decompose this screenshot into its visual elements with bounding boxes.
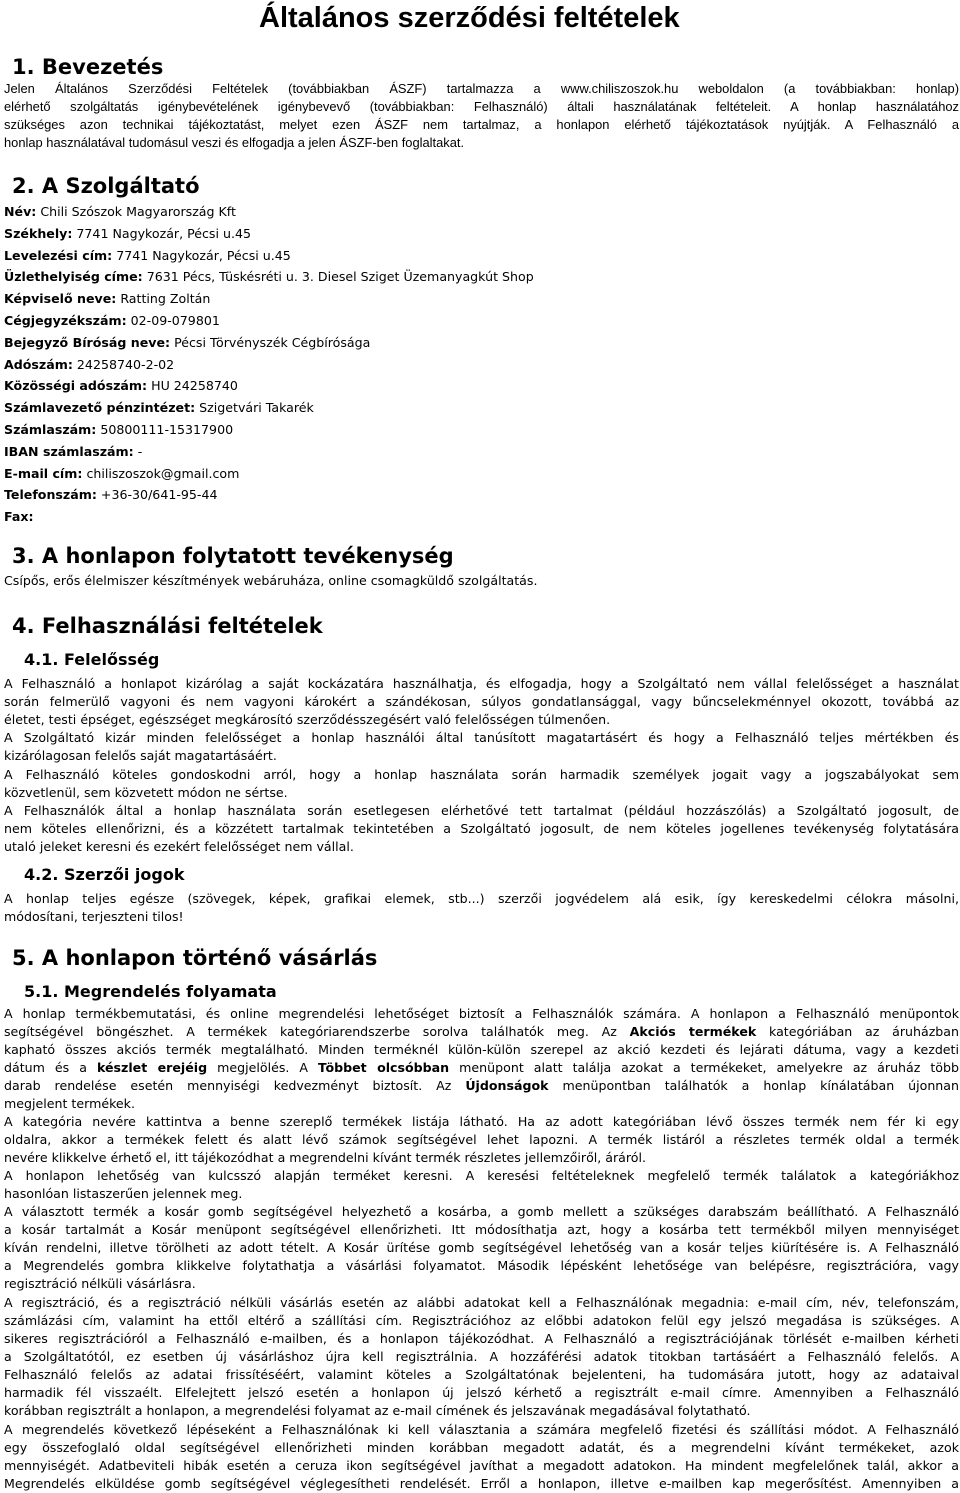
info-row-name — [4, 201, 534, 223]
info-label: Képviselő neve: — [4, 291, 117, 307]
paragraph-line: A Felhasználók által a honlap használata során esetlegesen elérhetővé tett tartalmat (például hozzászólás) a Szolgáltató jogosult, de — [4, 803, 959, 818]
paragraph-line: regisztráció nélküli vásárlásra. — [4, 1276, 196, 1291]
paragraph-line: során felmerülő vagyoni és nem vagyoni károkért a szándékosan, súlyos gondatlansággal, vagy bűncselekménnyel okozott, továbbá az — [4, 694, 959, 709]
section-5-1-paragraph-3 — [4, 1167, 959, 1203]
subsection-4-1-heading: 4.1. Felelősség — [24, 650, 160, 669]
paragraph-line: közvetlenül, sem közvetett módon ne sértse. — [4, 785, 288, 800]
text-run: segítségével böngészhet. A termékek kategóriarendszerbe sorolva találhatók meg. Az — [4, 1024, 630, 1039]
paragraph-line: hasonlóan listaszerűen jelennek meg. — [4, 1186, 243, 1201]
section-5-1-paragraph-6 — [4, 1421, 959, 1493]
info-value: 7741 Nagykozár, Pécsi u.45 — [76, 225, 251, 241]
info-label: Fax: — [4, 509, 34, 525]
info-label: IBAN számlaszám: — [4, 443, 134, 459]
section-3-paragraph — [4, 572, 959, 590]
section-3-heading: 3. A honlapon folytatott tevékenység — [12, 544, 454, 568]
section-4-1-paragraph-4 — [4, 802, 959, 856]
info-label: Bejegyző Bíróság neve: — [4, 334, 171, 350]
paragraph-line: megjelent termékek. — [4, 1096, 135, 1111]
text-run: kategóriában az áruházban — [756, 1024, 960, 1039]
subsection-4-2-heading: 4.2. Szerzői jogok — [24, 865, 185, 884]
section-4-1-paragraph-3 — [4, 766, 959, 802]
info-value: Ratting Zoltán — [120, 291, 211, 307]
paragraph-line: A Felhasználó a honlapot kizárólag a saját kockázatára használhatja, és elfogadja, hogy a Szolgáltató nem vállal felelősséget a használat — [4, 676, 959, 691]
paragraph-line: Felhasználó felelős az adatai frissítéséért, valamint köteles a Szolgáltatónak bejelenteni, ha tudomására jutott, hogy az adataival — [4, 1367, 959, 1382]
paragraph-line: mennyiségét. Adatbeviteli hibák esetén a ceruza ikon segítségével javíthat a megadott adatokon. Ha mindent megfelelőnek talál, akkor a — [4, 1458, 959, 1473]
info-value: Szigetvári Takarék — [199, 400, 314, 416]
paragraph-line: életet, testi épséget, egészséget megkárosító szerződésszegésért való felelősségen túlmenően. — [4, 712, 611, 727]
info-label: Székhely: — [4, 225, 73, 241]
paragraph-line: A honlap teljes egésze (szövegek, képek, grafikai elemek, stb...) szerzői jogvédelem alá esik, így kereskedelmi célokra másolni, — [4, 891, 959, 906]
section-5-1-paragraph-1 — [4, 1005, 959, 1113]
paragraph-line: A megrendelés következő lépéseként a Felhasználónak ki kell választania a számára megfelelő fizetési és szállítási módot. A Felhasználó — [4, 1422, 959, 1437]
text-run: darab rendelése esetén mennyiségi kedvezményt biztosít. Az — [4, 1078, 466, 1093]
info-value: Pécsi Törvényszék Cégbírósága — [174, 334, 371, 350]
bold-term-tobbet-olcsobban: Többet olcsóbban — [318, 1060, 450, 1075]
info-row-phone — [4, 484, 534, 506]
paragraph-line: A honlap termékbemutatási, és online megrendelési lehetőséget biztosít a Felhasználók számára. A honlapon a Felhasználó menüpontok — [4, 1006, 959, 1021]
paragraph-line: A Felhasználó köteles gondoskodni arról, hogy a honlap használata során harmadik személyek jogait vagy a jogszabályokat sem — [4, 767, 959, 782]
section-5-1-paragraph-5 — [4, 1294, 959, 1420]
paragraph-line: a Szolgáltatótól, ez esetben új vásárláshoz újra kell regisztrálnia. A hozzáférési adatok titokban tartásáért a Felhasználó felelős. A — [4, 1349, 959, 1364]
paragraph-line: számlázási cím, valamint ha ettől eltérő a szállítási cím. Regisztrációhoz az előbbi adatokon felül egy jelszó megadása is szükséges. A — [4, 1313, 959, 1328]
paragraph-line: szükséges azon technikai tájékoztatást, melyet ezen ÁSZF nem tartalmaz, a honlapon elérhető tájékoztatások nyújtják. A Felhasználó a — [4, 117, 959, 132]
paragraph-line — [4, 1059, 959, 1077]
info-value: Chili Szószok Magyarország Kft — [40, 204, 236, 219]
paragraph-line: kizárólagosan felelős saját magatartásáért. — [4, 748, 277, 763]
info-row-iban — [4, 441, 534, 463]
paragraph-line: korábban regisztrált a honlapon, a megrendelési folyamat az e-mail címének és jelszavának megadásával folytatható. — [4, 1403, 751, 1418]
info-value: 7631 Pécs, Tüskésréti u. 3. Diesel Sziget Üzemanyagkút Shop — [146, 269, 534, 285]
info-value: - — [137, 443, 143, 459]
bold-term-ujdonsagok: Újdonságok — [465, 1078, 549, 1093]
paragraph-line: Jelen Általános Szerződési Feltételek (továbbiakban ÁSZF) tartalmazza a www.chiliszoszok.hu weboldalon (a továbbiakban: honlap) — [4, 81, 959, 96]
info-row-tax-number — [4, 354, 534, 376]
info-label: Adószám: — [4, 356, 73, 372]
paragraph-line: módosítani, terjeszteni tilos! — [4, 909, 184, 924]
paragraph-line: Csípős, erős élelmiszer készítmények webáruháza, online csomagküldő szolgáltatás. — [4, 573, 538, 588]
paragraph-line: A honlapon lehetőség van kulcsszó alapján terméket keresni. A keresési feltételeknek megfelelő termék találatok a kategóriákhoz — [4, 1168, 959, 1183]
info-label: Számlavezető pénzintézet: — [4, 400, 196, 416]
paragraph-line: utaló jeleket keresni és ezekért felelősséget nem vállal. — [4, 839, 354, 854]
section-5-heading: 5. A honlapon történő vásárlás — [12, 946, 378, 970]
paragraph-line: a Megrendelés gombra klikkelve folytathatja a vásárlási folyamatot. Második lépésként lehetősége van belépésre, regisztrációra, vagy — [4, 1258, 959, 1273]
paragraph-line: egy összefoglaló oldal segítségével ellenőrizheti minden korábban megadott adatát, és a megrendelni kívánt termékeket, azok — [4, 1440, 959, 1455]
info-row-court — [4, 332, 534, 354]
info-value: +36-30/641-95-44 — [100, 487, 218, 503]
section-2-heading: 2. A Szolgáltató — [12, 174, 200, 198]
paragraph-line: A Szolgáltató kizár minden felelősséget a honlap használói által tanúsított magatartásért és hogy a Felhasználó teljes mértékben és — [4, 730, 959, 745]
info-label: Üzlethelyiség címe: — [4, 269, 143, 285]
bold-term-keszlet: készlet erejéig — [96, 1060, 208, 1075]
info-value: 7741 Nagykozár, Pécsi u.45 — [116, 247, 291, 263]
bold-term-akcios: Akciós termékek — [629, 1024, 757, 1039]
info-row-fax — [4, 506, 534, 528]
provider-info-list — [4, 201, 534, 528]
paragraph-line: kíván rendelni, illetve törölheti az adott tételt. A Kosár ürítése gomb segítségével lehetőség van a kosár teljes kiürítésére is. A Felhasználó — [4, 1240, 959, 1255]
info-label: Levelezési cím: — [4, 247, 113, 263]
info-value: chiliszoszok@gmail.com — [86, 465, 240, 481]
document-title: Általános szerződési feltételek — [259, 2, 680, 34]
paragraph-line: harmadik fél visszaélt. Elfelejtett jelszó esetén a honlapon új jelszó kérhető a regisztrált e-mail címre. Amennyiben a Felhasználó — [4, 1385, 959, 1400]
info-row-representative — [4, 288, 534, 310]
section-5-1-paragraph-2 — [4, 1113, 959, 1167]
info-row-account-number — [4, 419, 534, 441]
paragraph-line: A kategória nevére kattintva a benne szereplő termékek listája látható. Ha az adott kategóriában lévő összes termék nem fér ki egy — [4, 1114, 959, 1129]
text-run: dátum és a — [4, 1060, 97, 1075]
paragraph-line: nevére klikkelve érhető el, itt tájékozódhat a megrendelni kívánt termék részletes jellemzőiről, áráról. — [4, 1150, 647, 1165]
paragraph-line: elérhető szolgáltatás igénybevételének igénybevevő (továbbiakban: Felhasználó) általi használatának feltételeit. A honlap használatához — [4, 99, 959, 114]
info-row-mailing-address — [4, 245, 534, 267]
info-row-seat — [4, 223, 534, 245]
section-4-heading: 4. Felhasználási feltételek — [12, 614, 323, 638]
section-4-1-paragraph-2 — [4, 729, 959, 765]
section-1-heading: 1. Bevezetés — [12, 55, 164, 79]
info-value: 24258740-2-02 — [76, 356, 175, 372]
paragraph-line: nem köteles ellenőrizni, és a közzétett tartalmak tekintetében a Szolgáltató jogosult, de nem köteles jogellenes tevékenység folytatására — [4, 821, 959, 836]
paragraph-line: Megrendelés elküldése gomb segítségével véglegesítheti rendelését. Erről a honlapon, illetve e-mailben kap megerősítést. Amennyiben a — [4, 1476, 959, 1491]
info-value: HU 24258740 — [151, 378, 238, 394]
paragraph-line: kapható összes akciós termék megtalálható. Minden terméknél külön-külön szerepel az akció kezdeti és lejárati dátuma, vagy a kezdeti — [4, 1042, 959, 1057]
subsection-5-1-heading: 5.1. Megrendelés folyamata — [24, 982, 277, 1001]
info-label: E-mail cím: — [4, 465, 83, 481]
info-label: Telefonszám: — [4, 487, 97, 503]
paragraph-line: a kosár tartalmát a Kosár menüpont segítségével ellenőrizheti. Itt módosíthatja azt, hogy a kosárba tett termékből milyen mennyiséget — [4, 1222, 959, 1237]
section-1-paragraph — [4, 80, 959, 152]
info-row-shop-address — [4, 266, 534, 288]
info-row-registry-number — [4, 310, 534, 332]
section-4-2-paragraph — [4, 890, 959, 926]
text-run: menüpont alatt találja azokat a termékeket, amelyekre az áruház több — [449, 1060, 959, 1075]
paragraph-line: honlap használatával tudomásul veszi és elfogadja a jelen ÁSZF-ben foglaltakat. — [4, 135, 465, 150]
paragraph-line: A választott termék a kosár gomb segítségével helyezhető a kosárba, a gomb mellett a szükséges darabszám beállítható. A Felhasználó — [4, 1204, 959, 1219]
info-row-eu-tax-number — [4, 375, 534, 397]
info-label: Számlaszám: — [4, 421, 97, 437]
info-value: 02-09-079801 — [130, 312, 220, 328]
info-label: Cégjegyzékszám: — [4, 312, 127, 328]
info-row-email — [4, 463, 534, 485]
info-label: Név: — [4, 204, 37, 219]
info-value: 50800111-15317900 — [100, 421, 234, 437]
paragraph-line: A regisztráció, és a regisztráció nélküli vásárlás esetén az alábbi adatokat kell a Felhasználónak megadnia: e-mail cím, név, telefonszám, — [4, 1295, 959, 1310]
paragraph-line — [4, 1077, 959, 1095]
text-run: megjelölés. A — [207, 1060, 319, 1075]
paragraph-line — [4, 1023, 959, 1041]
section-4-1-paragraph-1 — [4, 675, 959, 729]
section-5-1-paragraph-4 — [4, 1203, 959, 1293]
paragraph-line: oldalra, akkor a termékek felett és alatt lévő számok segítségével lehet lapozni. A termék listáról a részletes termék oldal a termék — [4, 1132, 959, 1147]
text-run: menüpontban találhatók a honlap kínálatában újonnan — [548, 1078, 959, 1093]
info-row-bank — [4, 397, 534, 419]
info-label: Közösségi adószám: — [4, 378, 148, 394]
paragraph-line: sikeres regisztrációról a Felhasználó e-mailben, és a honlapon tájékozódhat. A Felhasználó a regisztrációjának törlését e-mailben kérheti — [4, 1331, 959, 1346]
